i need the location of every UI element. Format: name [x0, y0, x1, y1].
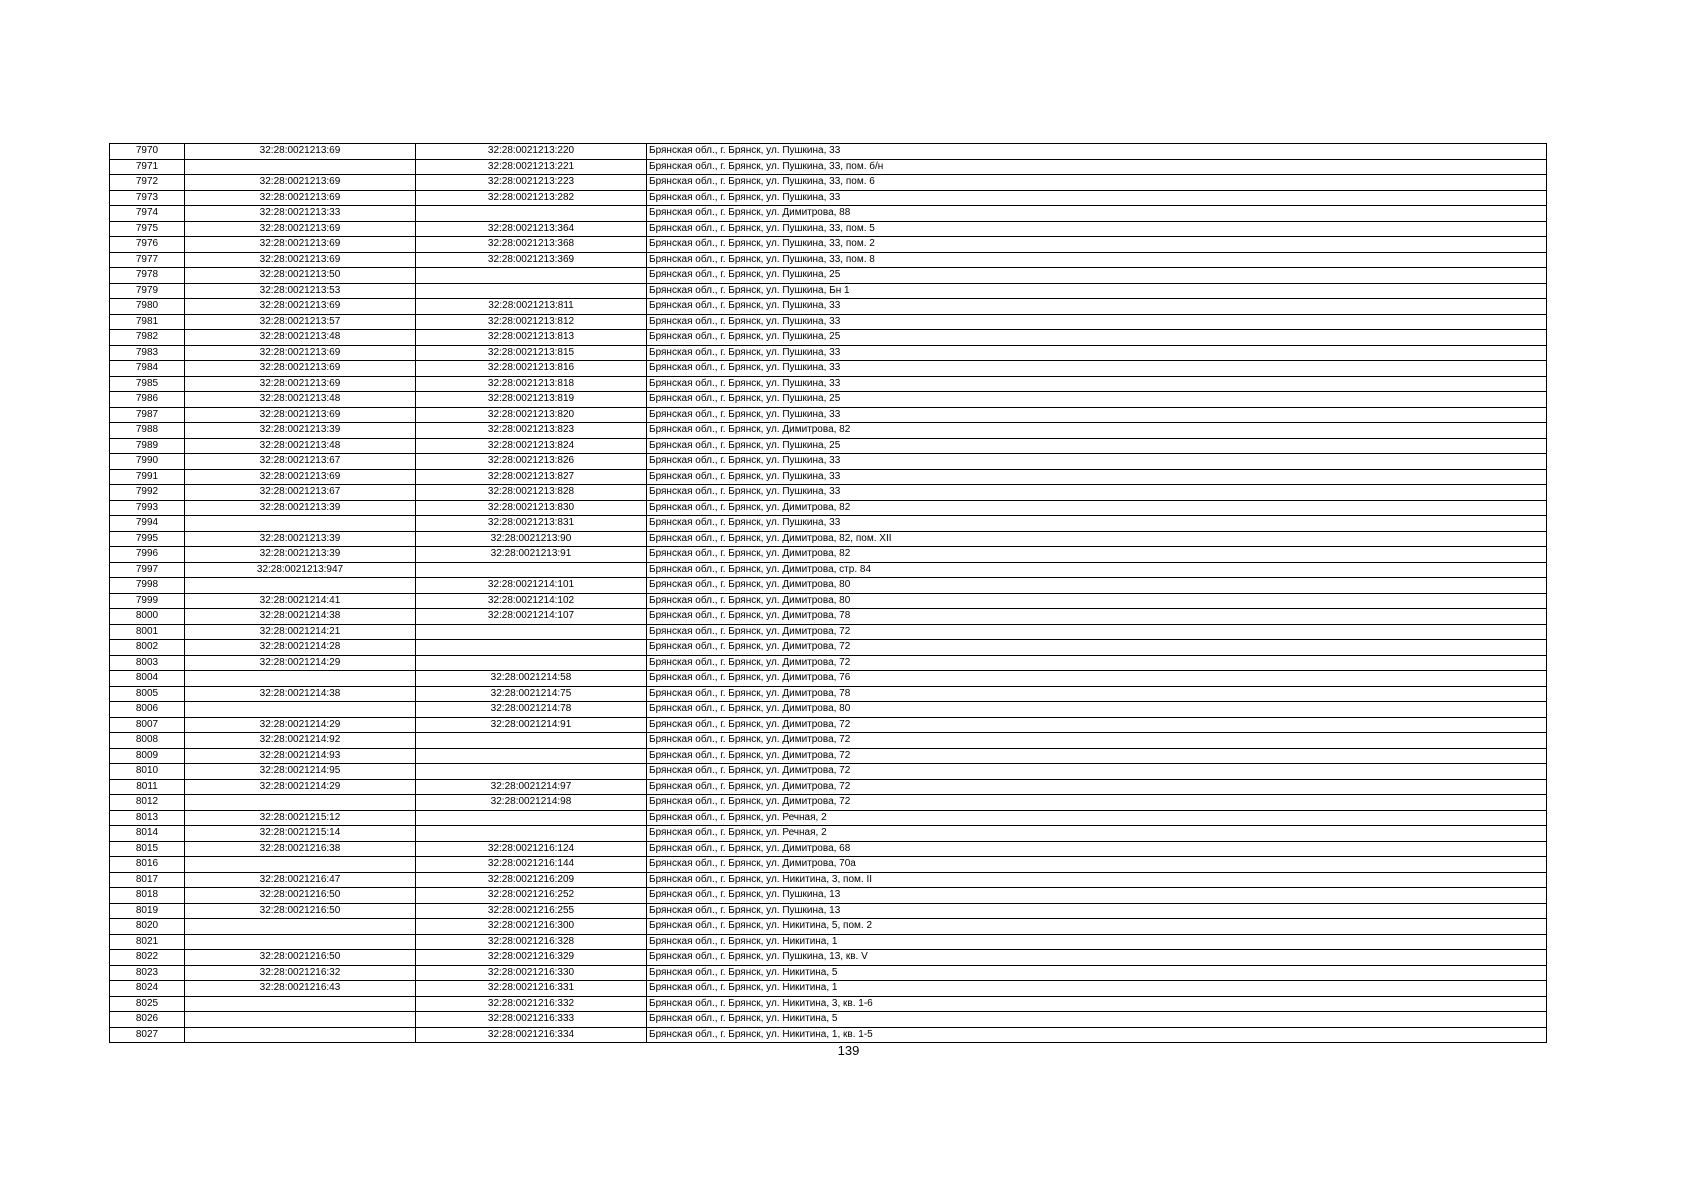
address-cell: Брянская обл., г. Брянск, ул. Пушкина, 33	[647, 299, 1547, 315]
parent-cadastral-number-cell	[185, 671, 416, 687]
object-cadastral-number-cell: 32:28:0021213:819	[416, 392, 647, 408]
address-cell: Брянская обл., г. Брянск, ул. Димитрова, 82	[647, 423, 1547, 439]
table-row	[110, 237, 1547, 253]
row-number-cell: 7985	[110, 376, 185, 392]
address-cell: Брянская обл., г. Брянск, ул. Пушкина, 25	[647, 330, 1547, 346]
row-number-cell: 8013	[110, 810, 185, 826]
object-cadastral-number-cell: 32:28:0021216:300	[416, 919, 647, 935]
object-cadastral-number-cell: 32:28:0021213:282	[416, 190, 647, 206]
address-cell: Брянская обл., г. Брянск, ул. Димитрова, 78	[647, 686, 1547, 702]
row-number-cell: 8018	[110, 888, 185, 904]
address-cell: Брянская обл., г. Брянск, ул. Димитрова, 76	[647, 671, 1547, 687]
address-cell: Брянская обл., г. Брянск, ул. Димитрова, 72	[647, 655, 1547, 671]
object-cadastral-number-cell: 32:28:0021216:252	[416, 888, 647, 904]
object-cadastral-number-cell	[416, 562, 647, 578]
object-cadastral-number-cell	[416, 624, 647, 640]
address-cell: Брянская обл., г. Брянск, ул. Речная, 2	[647, 826, 1547, 842]
object-cadastral-number-cell: 32:28:0021214:98	[416, 795, 647, 811]
table-row	[110, 671, 1547, 687]
object-cadastral-number-cell: 32:28:0021213:811	[416, 299, 647, 315]
parent-cadastral-number-cell: 32:28:0021213:947	[185, 562, 416, 578]
table-row	[110, 423, 1547, 439]
table-row	[110, 190, 1547, 206]
address-cell: Брянская обл., г. Брянск, ул. Димитрова, 72	[647, 764, 1547, 780]
object-cadastral-number-cell: 32:28:0021214:97	[416, 779, 647, 795]
table-row	[110, 562, 1547, 578]
address-cell: Брянская обл., г. Брянск, ул. Пушкина, 33	[647, 376, 1547, 392]
row-number-cell: 8001	[110, 624, 185, 640]
parent-cadastral-number-cell: 32:28:0021214:29	[185, 779, 416, 795]
parent-cadastral-number-cell: 32:28:0021213:69	[185, 144, 416, 160]
parent-cadastral-number-cell	[185, 795, 416, 811]
table-row	[110, 1027, 1547, 1043]
object-cadastral-number-cell: 32:28:0021213:91	[416, 547, 647, 563]
address-cell: Брянская обл., г. Брянск, ул. Димитрова, стр. 84	[647, 562, 1547, 578]
address-cell: Брянская обл., г. Брянск, ул. Пушкина, 13, кв. V	[647, 950, 1547, 966]
object-cadastral-number-cell: 32:28:0021213:223	[416, 175, 647, 191]
table-row	[110, 593, 1547, 609]
object-cadastral-number-cell: 32:28:0021214:102	[416, 593, 647, 609]
table-row	[110, 810, 1547, 826]
object-cadastral-number-cell: 32:28:0021213:369	[416, 252, 647, 268]
object-cadastral-number-cell: 32:28:0021216:209	[416, 872, 647, 888]
object-cadastral-number-cell: 32:28:0021214:75	[416, 686, 647, 702]
parent-cadastral-number-cell: 32:28:0021213:69	[185, 469, 416, 485]
parent-cadastral-number-cell: 32:28:0021216:38	[185, 841, 416, 857]
address-cell: Брянская обл., г. Брянск, ул. Пушкина, 33, пом. 6	[647, 175, 1547, 191]
row-number-cell: 7994	[110, 516, 185, 532]
row-number-cell: 8023	[110, 965, 185, 981]
address-cell: Брянская обл., г. Брянск, ул. Димитрова, 78	[647, 609, 1547, 625]
row-number-cell: 8015	[110, 841, 185, 857]
object-cadastral-number-cell: 32:28:0021213:816	[416, 361, 647, 377]
object-cadastral-number-cell: 32:28:0021214:91	[416, 717, 647, 733]
parent-cadastral-number-cell: 32:28:0021214:28	[185, 640, 416, 656]
object-cadastral-number-cell: 32:28:0021213:812	[416, 314, 647, 330]
row-number-cell: 7981	[110, 314, 185, 330]
object-cadastral-number-cell: 32:28:0021216:331	[416, 981, 647, 997]
object-cadastral-number-cell	[416, 826, 647, 842]
table-row	[110, 872, 1547, 888]
address-cell: Брянская обл., г. Брянск, ул. Димитрова, 72	[647, 795, 1547, 811]
object-cadastral-number-cell: 32:28:0021216:334	[416, 1027, 647, 1043]
address-cell: Брянская обл., г. Брянск, ул. Никитина, 1	[647, 981, 1547, 997]
table-row	[110, 841, 1547, 857]
table-row	[110, 407, 1547, 423]
table-row	[110, 392, 1547, 408]
address-cell: Брянская обл., г. Брянск, ул. Никитина, 3, кв. 1-6	[647, 996, 1547, 1012]
object-cadastral-number-cell: 32:28:0021213:220	[416, 144, 647, 160]
address-cell: Брянская обл., г. Брянск, ул. Пушкина, 25	[647, 438, 1547, 454]
table-row	[110, 547, 1547, 563]
table-row	[110, 578, 1547, 594]
address-cell: Брянская обл., г. Брянск, ул. Никитина, 1	[647, 934, 1547, 950]
parent-cadastral-number-cell: 32:28:0021214:38	[185, 609, 416, 625]
parent-cadastral-number-cell: 32:28:0021213:48	[185, 392, 416, 408]
parent-cadastral-number-cell	[185, 1027, 416, 1043]
parent-cadastral-number-cell: 32:28:0021214:95	[185, 764, 416, 780]
table-row	[110, 702, 1547, 718]
row-number-cell: 7988	[110, 423, 185, 439]
row-number-cell: 7982	[110, 330, 185, 346]
cadastral-registry-table	[109, 143, 1547, 1043]
parent-cadastral-number-cell: 32:28:0021213:39	[185, 531, 416, 547]
parent-cadastral-number-cell: 32:28:0021213:69	[185, 376, 416, 392]
parent-cadastral-number-cell: 32:28:0021213:39	[185, 547, 416, 563]
parent-cadastral-number-cell: 32:28:0021213:67	[185, 485, 416, 501]
address-cell: Брянская обл., г. Брянск, ул. Димитрова, 82	[647, 500, 1547, 516]
parent-cadastral-number-cell	[185, 578, 416, 594]
address-cell: Брянская обл., г. Брянск, ул. Никитина, 5, пом. 2	[647, 919, 1547, 935]
table-row	[110, 1012, 1547, 1028]
row-number-cell: 7971	[110, 159, 185, 175]
object-cadastral-number-cell: 32:28:0021216:328	[416, 934, 647, 950]
parent-cadastral-number-cell: 32:28:0021216:43	[185, 981, 416, 997]
object-cadastral-number-cell	[416, 206, 647, 222]
parent-cadastral-number-cell: 32:28:0021213:50	[185, 268, 416, 284]
table-row	[110, 144, 1547, 160]
parent-cadastral-number-cell: 32:28:0021216:50	[185, 903, 416, 919]
parent-cadastral-number-cell: 32:28:0021214:93	[185, 748, 416, 764]
parent-cadastral-number-cell: 32:28:0021213:39	[185, 423, 416, 439]
object-cadastral-number-cell	[416, 810, 647, 826]
address-cell: Брянская обл., г. Брянск, ул. Пушкина, 33	[647, 190, 1547, 206]
parent-cadastral-number-cell: 32:28:0021213:48	[185, 438, 416, 454]
address-cell: Брянская обл., г. Брянск, ул. Никитина, 5	[647, 1012, 1547, 1028]
parent-cadastral-number-cell	[185, 919, 416, 935]
table-row	[110, 454, 1547, 470]
parent-cadastral-number-cell	[185, 1012, 416, 1028]
row-number-cell: 7998	[110, 578, 185, 594]
row-number-cell: 8025	[110, 996, 185, 1012]
table-row	[110, 500, 1547, 516]
row-number-cell: 7978	[110, 268, 185, 284]
parent-cadastral-number-cell: 32:28:0021213:69	[185, 361, 416, 377]
table-row	[110, 330, 1547, 346]
address-cell: Брянская обл., г. Брянск, ул. Димитрова, 72	[647, 779, 1547, 795]
row-number-cell: 7983	[110, 345, 185, 361]
table-row	[110, 469, 1547, 485]
address-cell: Брянская обл., г. Брянск, ул. Пушкина, 33	[647, 469, 1547, 485]
row-number-cell: 8016	[110, 857, 185, 873]
table-row	[110, 686, 1547, 702]
table-row	[110, 981, 1547, 997]
address-cell: Брянская обл., г. Брянск, ул. Димитрова, 82, пом. XII	[647, 531, 1547, 547]
table-row	[110, 903, 1547, 919]
address-cell: Брянская обл., г. Брянск, ул. Пушкина, Бн 1	[647, 283, 1547, 299]
parent-cadastral-number-cell: 32:28:0021213:69	[185, 407, 416, 423]
object-cadastral-number-cell: 32:28:0021213:813	[416, 330, 647, 346]
row-number-cell: 8006	[110, 702, 185, 718]
address-cell: Брянская обл., г. Брянск, ул. Пушкина, 33	[647, 361, 1547, 377]
object-cadastral-number-cell	[416, 268, 647, 284]
table-row	[110, 361, 1547, 377]
parent-cadastral-number-cell: 32:28:0021215:12	[185, 810, 416, 826]
table-row	[110, 733, 1547, 749]
address-cell: Брянская обл., г. Брянск, ул. Пушкина, 25	[647, 392, 1547, 408]
page-number: 139	[837, 1043, 860, 1058]
row-number-cell: 8008	[110, 733, 185, 749]
object-cadastral-number-cell: 32:28:0021213:820	[416, 407, 647, 423]
row-number-cell: 8024	[110, 981, 185, 997]
row-number-cell: 7972	[110, 175, 185, 191]
address-cell: Брянская обл., г. Брянск, ул. Пушкина, 33	[647, 144, 1547, 160]
table-row	[110, 717, 1547, 733]
row-number-cell: 7973	[110, 190, 185, 206]
parent-cadastral-number-cell: 32:28:0021213:67	[185, 454, 416, 470]
table-row	[110, 965, 1547, 981]
object-cadastral-number-cell: 32:28:0021213:818	[416, 376, 647, 392]
row-number-cell: 8021	[110, 934, 185, 950]
row-number-cell: 7993	[110, 500, 185, 516]
table-row	[110, 655, 1547, 671]
address-cell: Брянская обл., г. Брянск, ул. Димитрова, 80	[647, 593, 1547, 609]
object-cadastral-number-cell	[416, 283, 647, 299]
table-row	[110, 888, 1547, 904]
table-row	[110, 159, 1547, 175]
address-cell: Брянская обл., г. Брянск, ул. Димитрова, 80	[647, 702, 1547, 718]
registry-table-body	[110, 144, 1547, 1043]
parent-cadastral-number-cell: 32:28:0021213:33	[185, 206, 416, 222]
table-row	[110, 795, 1547, 811]
table-row	[110, 826, 1547, 842]
row-number-cell: 7976	[110, 237, 185, 253]
table-row	[110, 268, 1547, 284]
address-cell: Брянская обл., г. Брянск, ул. Никитина, 3, пом. II	[647, 872, 1547, 888]
table-row	[110, 299, 1547, 315]
object-cadastral-number-cell: 32:28:0021213:831	[416, 516, 647, 532]
object-cadastral-number-cell: 32:28:0021214:107	[416, 609, 647, 625]
row-number-cell: 7987	[110, 407, 185, 423]
object-cadastral-number-cell: 32:28:0021216:255	[416, 903, 647, 919]
row-number-cell: 7989	[110, 438, 185, 454]
object-cadastral-number-cell: 32:28:0021213:90	[416, 531, 647, 547]
parent-cadastral-number-cell: 32:28:0021214:92	[185, 733, 416, 749]
parent-cadastral-number-cell: 32:28:0021216:50	[185, 950, 416, 966]
row-number-cell: 7970	[110, 144, 185, 160]
object-cadastral-number-cell: 32:28:0021213:364	[416, 221, 647, 237]
object-cadastral-number-cell: 32:28:0021213:827	[416, 469, 647, 485]
row-number-cell: 8007	[110, 717, 185, 733]
parent-cadastral-number-cell: 32:28:0021213:69	[185, 175, 416, 191]
object-cadastral-number-cell: 32:28:0021216:333	[416, 1012, 647, 1028]
parent-cadastral-number-cell: 32:28:0021214:41	[185, 593, 416, 609]
row-number-cell: 8020	[110, 919, 185, 935]
row-number-cell: 8026	[110, 1012, 185, 1028]
address-cell: Брянская обл., г. Брянск, ул. Пушкина, 13	[647, 888, 1547, 904]
row-number-cell: 8011	[110, 779, 185, 795]
table-row	[110, 779, 1547, 795]
row-number-cell: 7986	[110, 392, 185, 408]
object-cadastral-number-cell: 32:28:0021214:101	[416, 578, 647, 594]
address-cell: Брянская обл., г. Брянск, ул. Пушкина, 33	[647, 407, 1547, 423]
parent-cadastral-number-cell: 32:28:0021213:69	[185, 252, 416, 268]
parent-cadastral-number-cell	[185, 996, 416, 1012]
table-row	[110, 438, 1547, 454]
address-cell: Брянская обл., г. Брянск, ул. Димитрова, 72	[647, 748, 1547, 764]
address-cell: Брянская обл., г. Брянск, ул. Димитрова, 82	[647, 547, 1547, 563]
row-number-cell: 7977	[110, 252, 185, 268]
object-cadastral-number-cell: 32:28:0021213:828	[416, 485, 647, 501]
table-row	[110, 531, 1547, 547]
row-number-cell: 8014	[110, 826, 185, 842]
table-row	[110, 221, 1547, 237]
row-number-cell: 7979	[110, 283, 185, 299]
address-cell: Брянская обл., г. Брянск, ул. Димитрова, 80	[647, 578, 1547, 594]
row-number-cell: 7990	[110, 454, 185, 470]
object-cadastral-number-cell: 32:28:0021213:221	[416, 159, 647, 175]
address-cell: Брянская обл., г. Брянск, ул. Никитина, 1, кв. 1-5	[647, 1027, 1547, 1043]
object-cadastral-number-cell: 32:28:0021216:330	[416, 965, 647, 981]
row-number-cell: 8027	[110, 1027, 185, 1043]
row-number-cell: 8000	[110, 609, 185, 625]
parent-cadastral-number-cell: 32:28:0021213:69	[185, 237, 416, 253]
address-cell: Брянская обл., г. Брянск, ул. Димитрова, 72	[647, 733, 1547, 749]
table-row	[110, 485, 1547, 501]
address-cell: Брянская обл., г. Брянск, ул. Пушкина, 13	[647, 903, 1547, 919]
parent-cadastral-number-cell: 32:28:0021214:21	[185, 624, 416, 640]
table-row	[110, 609, 1547, 625]
address-cell: Брянская обл., г. Брянск, ул. Димитрова, 72	[647, 640, 1547, 656]
parent-cadastral-number-cell: 32:28:0021213:69	[185, 345, 416, 361]
address-cell: Брянская обл., г. Брянск, ул. Пушкина, 33, пом. 8	[647, 252, 1547, 268]
row-number-cell: 7984	[110, 361, 185, 377]
address-cell: Брянская обл., г. Брянск, ул. Пушкина, 33, пом. 2	[647, 237, 1547, 253]
table-row	[110, 314, 1547, 330]
row-number-cell: 7974	[110, 206, 185, 222]
address-cell: Брянская обл., г. Брянск, ул. Димитрова, 88	[647, 206, 1547, 222]
table-row	[110, 857, 1547, 873]
row-number-cell: 8002	[110, 640, 185, 656]
parent-cadastral-number-cell: 32:28:0021213:69	[185, 221, 416, 237]
row-number-cell: 8010	[110, 764, 185, 780]
row-number-cell: 8003	[110, 655, 185, 671]
address-cell: Брянская обл., г. Брянск, ул. Димитрова, 72	[647, 624, 1547, 640]
table-row	[110, 206, 1547, 222]
address-cell: Брянская обл., г. Брянск, ул. Пушкина, 33	[647, 485, 1547, 501]
table-row	[110, 516, 1547, 532]
object-cadastral-number-cell: 32:28:0021216:144	[416, 857, 647, 873]
parent-cadastral-number-cell: 32:28:0021213:69	[185, 190, 416, 206]
object-cadastral-number-cell: 32:28:0021213:830	[416, 500, 647, 516]
parent-cadastral-number-cell	[185, 857, 416, 873]
object-cadastral-number-cell: 32:28:0021213:823	[416, 423, 647, 439]
parent-cadastral-number-cell: 32:28:0021213:57	[185, 314, 416, 330]
object-cadastral-number-cell: 32:28:0021213:368	[416, 237, 647, 253]
address-cell: Брянская обл., г. Брянск, ул. Димитрова, 72	[647, 717, 1547, 733]
address-cell: Брянская обл., г. Брянск, ул. Пушкина, 33, пом. 5	[647, 221, 1547, 237]
table-row	[110, 764, 1547, 780]
row-number-cell: 7999	[110, 593, 185, 609]
address-cell: Брянская обл., г. Брянск, ул. Речная, 2	[647, 810, 1547, 826]
address-cell: Брянская обл., г. Брянск, ул. Пушкина, 25	[647, 268, 1547, 284]
parent-cadastral-number-cell: 32:28:0021213:48	[185, 330, 416, 346]
address-cell: Брянская обл., г. Брянск, ул. Димитрова, 70а	[647, 857, 1547, 873]
row-number-cell: 8005	[110, 686, 185, 702]
address-cell: Брянская обл., г. Брянск, ул. Пушкина, 33	[647, 454, 1547, 470]
object-cadastral-number-cell: 32:28:0021214:58	[416, 671, 647, 687]
parent-cadastral-number-cell: 32:28:0021216:50	[185, 888, 416, 904]
table-row	[110, 376, 1547, 392]
address-cell: Брянская обл., г. Брянск, ул. Пушкина, 33, пом. б/н	[647, 159, 1547, 175]
table-row	[110, 950, 1547, 966]
table-row	[110, 345, 1547, 361]
object-cadastral-number-cell: 32:28:0021216:124	[416, 841, 647, 857]
row-number-cell: 7991	[110, 469, 185, 485]
object-cadastral-number-cell	[416, 733, 647, 749]
object-cadastral-number-cell	[416, 655, 647, 671]
parent-cadastral-number-cell: 32:28:0021216:32	[185, 965, 416, 981]
table-row	[110, 283, 1547, 299]
parent-cadastral-number-cell	[185, 516, 416, 532]
row-number-cell: 8019	[110, 903, 185, 919]
object-cadastral-number-cell	[416, 640, 647, 656]
row-number-cell: 7995	[110, 531, 185, 547]
address-cell: Брянская обл., г. Брянск, ул. Пушкина, 33	[647, 345, 1547, 361]
parent-cadastral-number-cell: 32:28:0021214:29	[185, 655, 416, 671]
object-cadastral-number-cell: 32:28:0021213:826	[416, 454, 647, 470]
parent-cadastral-number-cell: 32:28:0021213:39	[185, 500, 416, 516]
row-number-cell: 8012	[110, 795, 185, 811]
address-cell: Брянская обл., г. Брянск, ул. Димитрова, 68	[647, 841, 1547, 857]
address-cell: Брянская обл., г. Брянск, ул. Пушкина, 33	[647, 314, 1547, 330]
table-row	[110, 748, 1547, 764]
table-row	[110, 175, 1547, 191]
address-cell: Брянская обл., г. Брянск, ул. Никитина, 5	[647, 965, 1547, 981]
parent-cadastral-number-cell: 32:28:0021213:53	[185, 283, 416, 299]
table-row	[110, 640, 1547, 656]
row-number-cell: 7980	[110, 299, 185, 315]
table-row	[110, 996, 1547, 1012]
row-number-cell: 8022	[110, 950, 185, 966]
parent-cadastral-number-cell: 32:28:0021214:38	[185, 686, 416, 702]
object-cadastral-number-cell: 32:28:0021213:824	[416, 438, 647, 454]
row-number-cell: 8009	[110, 748, 185, 764]
row-number-cell: 7992	[110, 485, 185, 501]
object-cadastral-number-cell	[416, 764, 647, 780]
row-number-cell: 8017	[110, 872, 185, 888]
address-cell: Брянская обл., г. Брянск, ул. Пушкина, 33	[647, 516, 1547, 532]
parent-cadastral-number-cell	[185, 702, 416, 718]
table-row	[110, 919, 1547, 935]
row-number-cell: 7996	[110, 547, 185, 563]
row-number-cell: 8004	[110, 671, 185, 687]
object-cadastral-number-cell: 32:28:0021214:78	[416, 702, 647, 718]
parent-cadastral-number-cell	[185, 934, 416, 950]
parent-cadastral-number-cell	[185, 159, 416, 175]
row-number-cell: 7975	[110, 221, 185, 237]
object-cadastral-number-cell: 32:28:0021216:329	[416, 950, 647, 966]
object-cadastral-number-cell: 32:28:0021213:815	[416, 345, 647, 361]
parent-cadastral-number-cell: 32:28:0021216:47	[185, 872, 416, 888]
parent-cadastral-number-cell: 32:28:0021214:29	[185, 717, 416, 733]
table-row	[110, 624, 1547, 640]
object-cadastral-number-cell	[416, 748, 647, 764]
table-row	[110, 934, 1547, 950]
row-number-cell: 7997	[110, 562, 185, 578]
object-cadastral-number-cell: 32:28:0021216:332	[416, 996, 647, 1012]
table-row	[110, 252, 1547, 268]
parent-cadastral-number-cell: 32:28:0021213:69	[185, 299, 416, 315]
parent-cadastral-number-cell: 32:28:0021215:14	[185, 826, 416, 842]
